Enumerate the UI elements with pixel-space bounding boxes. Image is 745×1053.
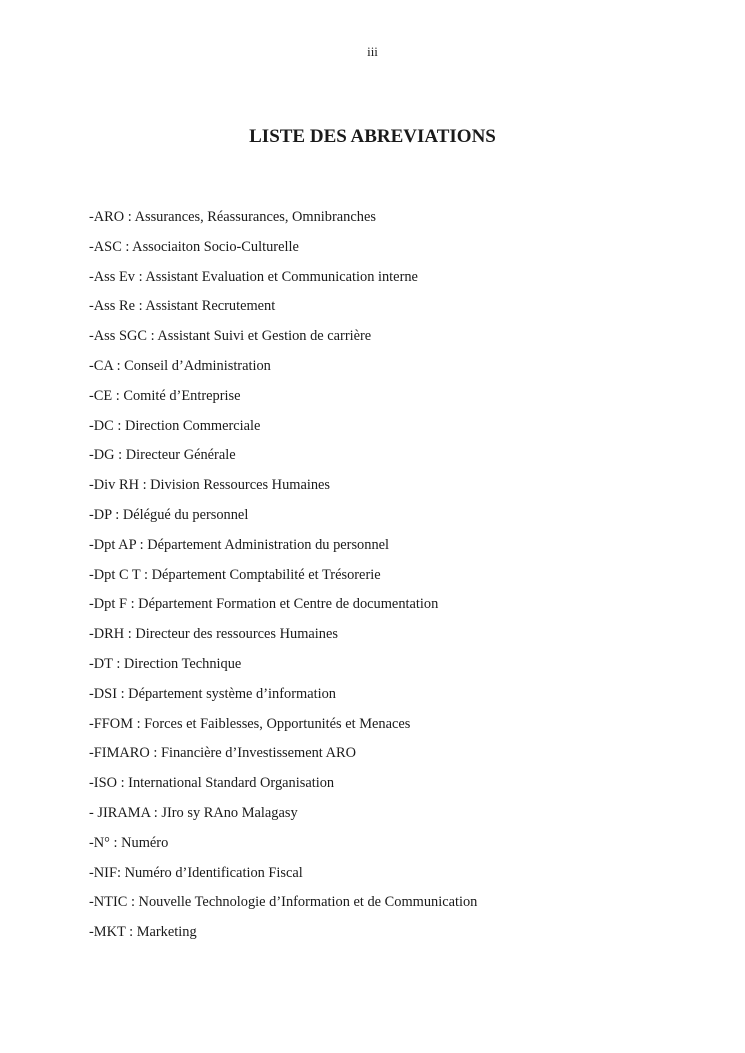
- list-item: -ISO : International Standard Organisation: [89, 775, 335, 792]
- list-item: -N° : Numéro: [89, 834, 169, 851]
- list-item: -Ass Ev : Assistant Evaluation et Communication interne: [89, 268, 418, 285]
- list-item: -NTIC : Nouvelle Technologie d’Information et de Communication: [89, 894, 478, 911]
- page-number: iii: [367, 44, 378, 59]
- list-item: -ARO : Assurances, Réassurances, Omnibranches: [89, 209, 376, 225]
- list-item: -DC : Direction Commerciale: [89, 417, 261, 434]
- list-item: -DSI : Département système d’information: [89, 685, 336, 702]
- list-item: -FFOM : Forces et Faiblesses, Opportunités et Menaces: [89, 715, 411, 732]
- list-item: -Ass SGC : Assistant Suivi et Gestion de carrière: [89, 328, 372, 345]
- list-item: -ASC : Associaiton Socio-Culturelle: [89, 238, 299, 255]
- list-item: -DG : Directeur Générale: [89, 447, 236, 464]
- list-item: -Dpt F : Département Formation et Centre de documentation: [89, 596, 439, 613]
- list-item: - JIRAMA : JIro sy RAno Malagasy: [89, 804, 298, 821]
- page-title: LISTE DES ABREVIATIONS: [249, 126, 496, 147]
- list-item: -Dpt AP : Département Administration du personnel: [89, 536, 390, 553]
- list-item: -CE : Comité d’Entreprise: [89, 387, 241, 404]
- list-item: -Ass Re : Assistant Recrutement: [89, 298, 276, 315]
- list-item: -FIMARO : Financière d’Investissement ARO: [89, 745, 356, 762]
- list-item: -DP : Délégué du personnel: [89, 506, 249, 523]
- list-item: -Dpt C T : Département Comptabilité et Trésorerie: [89, 566, 381, 583]
- list-item: -MKT : Marketing: [89, 924, 197, 941]
- list-item: -DRH : Directeur des ressources Humaines: [89, 626, 338, 643]
- list-item: -NIF: Numéro d’Identification Fiscal: [89, 864, 303, 881]
- list-item: -CA : Conseil d’Administration: [89, 357, 271, 374]
- abbreviation-list: [89, 203, 477, 948]
- list-item: -Div RH : Division Ressources Humaines: [89, 477, 331, 494]
- list-item: -DT : Direction Technique: [89, 655, 242, 672]
